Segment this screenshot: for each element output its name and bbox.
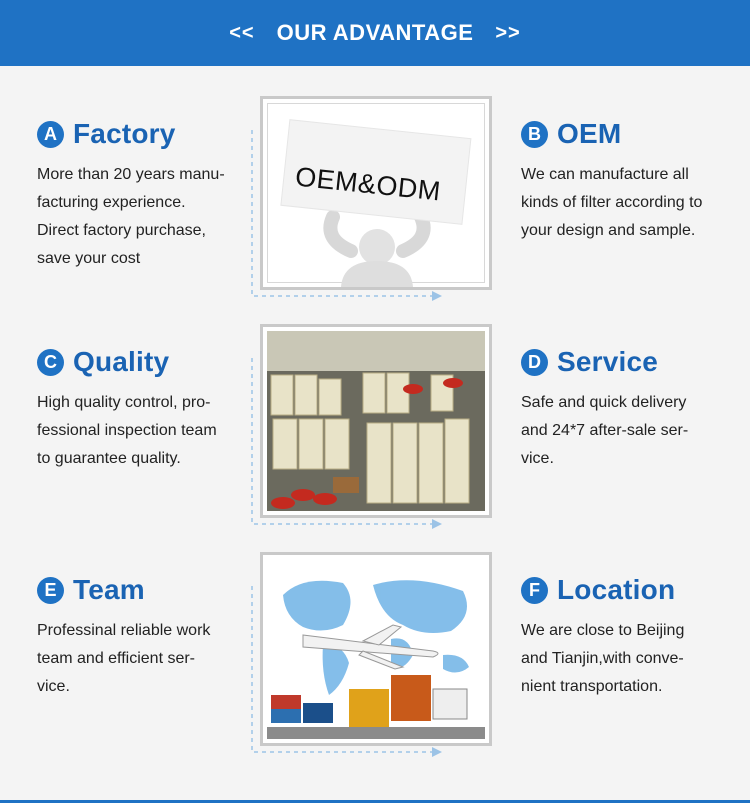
section-service-desc [521, 389, 688, 473]
warehouse-image [260, 324, 492, 518]
desc-line: Professinal reliable work [37, 622, 211, 639]
sign-text: OEM&ODM [293, 161, 443, 207]
page-title: OUR ADVANTAGE [276, 20, 474, 45]
desc-line: More than 20 years manu- [37, 166, 225, 183]
desc-line: and Tianjin,with conve- [521, 650, 684, 667]
desc-line: save your cost [37, 250, 141, 267]
section-oem-desc [521, 161, 702, 245]
desc-line: Safe and quick delivery [521, 394, 687, 411]
section-team-desc [37, 617, 210, 701]
left-arrows: << [229, 21, 255, 44]
desc-line: kinds of filter according to [521, 194, 703, 211]
desc-line: and 24*7 after-sale ser- [521, 422, 689, 439]
badge-a: A [37, 121, 64, 148]
filter-warehouse-icon [263, 327, 489, 515]
section-title-label: Team [73, 574, 145, 605]
desc-line: team and efficient ser- [37, 650, 196, 667]
desc-line: We can manufacture all [521, 166, 689, 183]
badge-e: E [37, 577, 64, 604]
section-team-title [37, 574, 145, 606]
section-quality-desc [37, 389, 217, 473]
right-arrows: >> [495, 21, 521, 44]
desc-line: your design and sample. [521, 222, 696, 239]
world-map-transport-icon [263, 555, 489, 743]
oem-odm-image [260, 96, 492, 290]
section-oem-title [521, 118, 621, 150]
desc-line: We are close to Beijing [521, 622, 685, 639]
section-factory-desc [37, 161, 225, 273]
world-logistics-image [260, 552, 492, 746]
section-location-title [521, 574, 675, 606]
section-factory-title [37, 118, 176, 150]
header-banner [0, 0, 750, 66]
desc-line: to guarantee quality. [37, 450, 181, 467]
badge-b: B [521, 121, 548, 148]
desc-line: nient transportation. [521, 678, 663, 695]
badge-c: C [37, 349, 64, 376]
section-title-label: OEM [557, 118, 622, 149]
desc-line: fessional inspection team [37, 422, 217, 439]
desc-line: vice. [37, 678, 70, 695]
desc-line: vice. [521, 450, 554, 467]
desc-line: Direct factory purchase, [37, 222, 206, 239]
section-title-label: Quality [73, 346, 170, 377]
desc-line: facturing experience. [37, 194, 186, 211]
badge-f: F [521, 577, 548, 604]
section-title-label: Location [557, 574, 676, 605]
section-title-label: Factory [73, 118, 176, 149]
section-service-title [521, 346, 658, 378]
desc-line: High quality control, pro- [37, 394, 211, 411]
badge-d: D [521, 349, 548, 376]
section-location-desc [521, 617, 684, 701]
section-quality-title [37, 346, 169, 378]
section-title-label: Service [557, 346, 659, 377]
